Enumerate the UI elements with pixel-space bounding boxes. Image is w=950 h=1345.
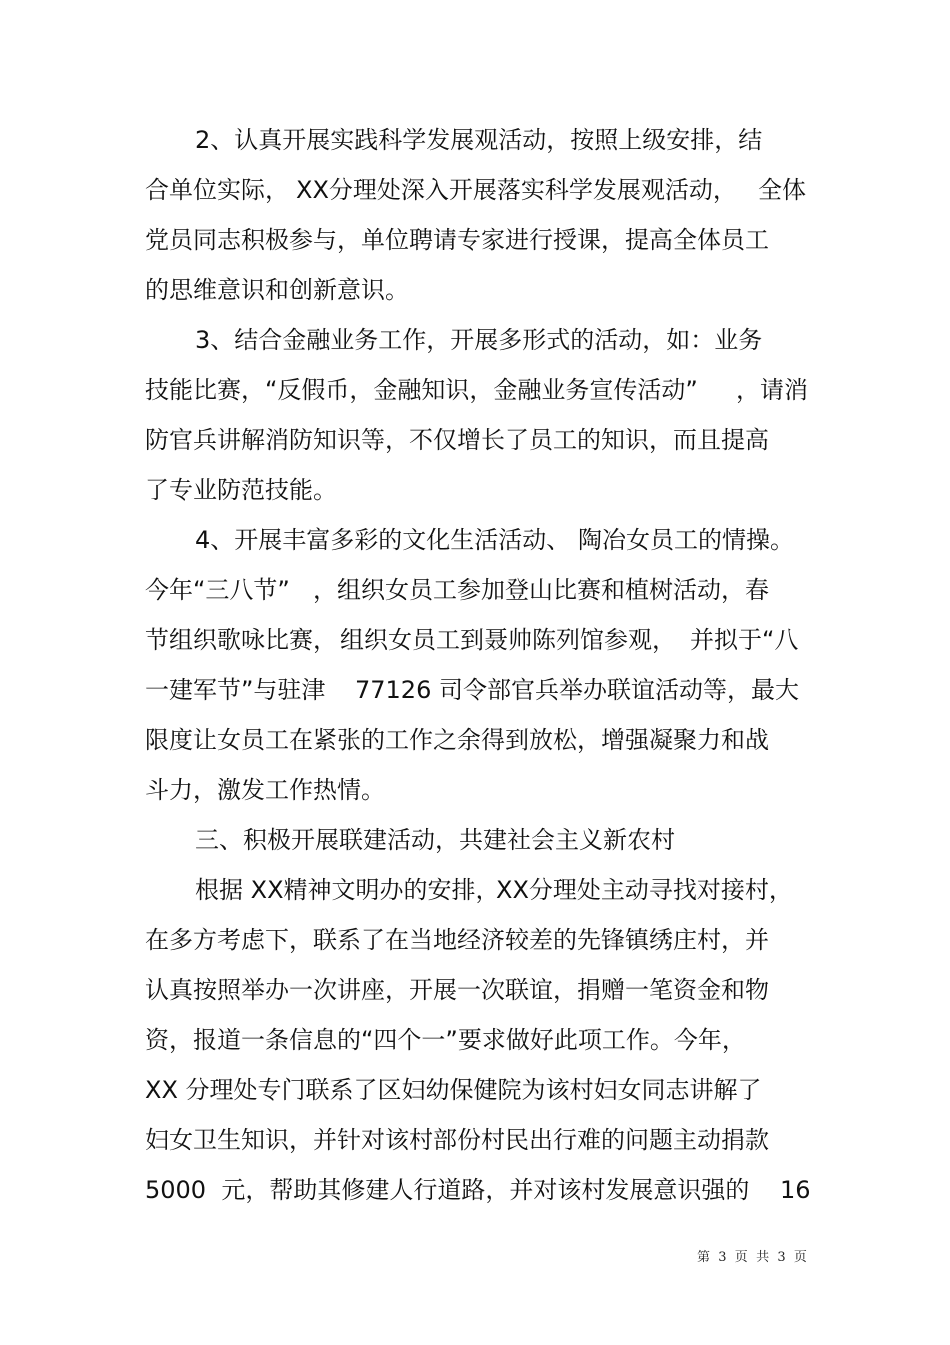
text-segment: 防官兵讲解消防知识等，不仅增长了员工的知识，而且提高 xyxy=(145,426,769,454)
text-line xyxy=(0,670,950,710)
text-segment: ，请消 xyxy=(736,376,808,404)
text-segment: 3、结合金融业务工作，开展多形式的活动，如：业务 xyxy=(195,326,763,354)
text-segment: 的思维意识和创新意识。 xyxy=(145,276,409,304)
text-line xyxy=(0,870,950,910)
text-segment: 77126 司令部官兵举办联谊活动等，最大 xyxy=(355,676,799,704)
text-segment: 党员同志积极参与，单位聘请专家进行授课，提高全体员工 xyxy=(145,226,769,254)
text-segment: 妇女卫生知识，并针对该村部份村民出行难的问题主动捐款 xyxy=(145,1126,769,1154)
text-segment: 一建军节”与驻津 xyxy=(145,676,326,704)
text-segment: 认真按照举办一次讲座，开展一次联谊，捐赠一笔资金和物 xyxy=(145,976,769,1004)
text-line xyxy=(0,770,950,810)
text-segment: 限度让女员工在紧张的工作之余得到放松，增强凝聚力和战 xyxy=(145,726,769,754)
text-line xyxy=(0,1120,950,1160)
text-segment: 陶冶女员工的情操。 xyxy=(578,526,794,554)
text-line xyxy=(0,1170,950,1210)
text-segment: 三、积极开展联建活动，共建社会主义新农村 xyxy=(195,826,675,854)
text-segment: XX分理处深入开展落实科学发展观活动， xyxy=(296,176,737,204)
text-line xyxy=(0,720,950,760)
text-segment: ，组织女员工参加登山比赛和植树活动，春 xyxy=(313,576,769,604)
text-line xyxy=(0,120,950,160)
text-line xyxy=(0,470,950,510)
text-segment: 5000 元，帮助其修建人行道路，并对该村发展意识强的 xyxy=(145,1176,750,1204)
text-line xyxy=(0,220,950,260)
text-line xyxy=(0,270,950,310)
text-line xyxy=(0,420,950,460)
text-line xyxy=(0,570,950,610)
text-segment: 根据 XX精神文明办的安排， xyxy=(195,876,500,904)
text-segment: 斗力，激发工作热情。 xyxy=(145,776,385,804)
text-line xyxy=(0,1070,950,1110)
text-segment: XX 分理处专门联系了区妇幼保健院为该村妇女同志讲解了 xyxy=(145,1076,762,1104)
text-segment: XX分理处主动寻找对接村， xyxy=(496,876,793,904)
text-line xyxy=(0,820,950,860)
text-line xyxy=(0,620,950,660)
text-segment: 今年“三八节” xyxy=(145,576,290,604)
text-segment: 全体 xyxy=(758,176,806,204)
text-segment: 在多方考虑下，联系了在当地经济较差的先锋镇绣庄村，并 xyxy=(145,926,769,954)
text-segment: 技能比赛，“反假币，金融知识，金融业务宣传活动” xyxy=(145,376,698,404)
text-line xyxy=(0,170,950,210)
page-footer: 第 3 页 共 3 页 xyxy=(697,1250,807,1265)
text-line xyxy=(0,370,950,410)
text-line xyxy=(0,1020,950,1060)
text-segment: 并拟于“八 xyxy=(690,626,799,654)
text-line xyxy=(0,970,950,1010)
text-segment: 合单位实际， xyxy=(145,176,289,204)
text-line xyxy=(0,920,950,960)
text-line xyxy=(0,520,950,560)
text-segment: 节组织歌咏比赛， xyxy=(145,626,337,654)
text-segment: 组织女员工到聂帅陈列馆参观， xyxy=(340,626,676,654)
text-segment: 2、认真开展实践科学发展观活动，按照上级安排，结 xyxy=(195,126,763,154)
text-segment: 4、开展丰富多彩的文化生活活动、 xyxy=(195,526,571,554)
text-line xyxy=(0,320,950,360)
text-segment: 了专业防范技能。 xyxy=(145,476,337,504)
text-segment: 16 xyxy=(780,1176,811,1204)
text-segment: 资，报道一条信息的“四个一”要求做好此项工作。今年， xyxy=(145,1026,746,1054)
